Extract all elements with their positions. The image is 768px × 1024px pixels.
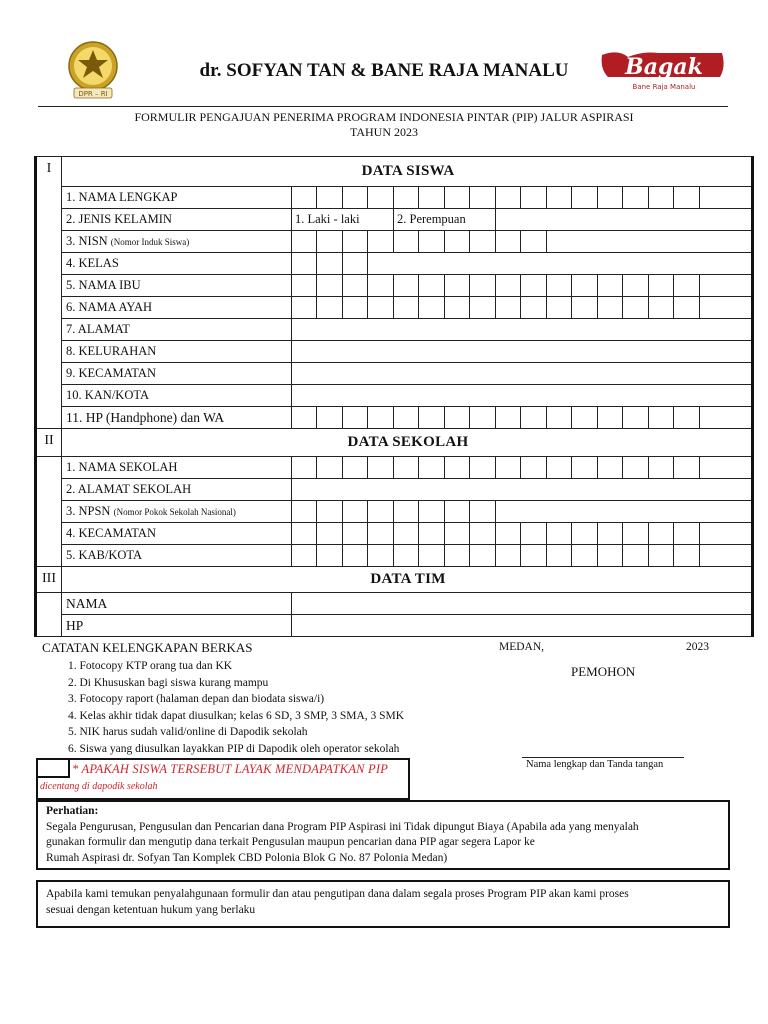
char-box[interactable] xyxy=(496,297,521,319)
field-row-nama-ibu xyxy=(36,275,753,297)
field-label: 3. NISN (Nomor Induk Siswa) xyxy=(62,231,292,253)
char-box[interactable] xyxy=(292,187,317,209)
char-box[interactable] xyxy=(547,187,572,209)
char-box[interactable] xyxy=(572,545,598,567)
alamat-field[interactable] xyxy=(292,319,753,341)
char-box[interactable] xyxy=(317,523,343,545)
char-box[interactable] xyxy=(598,407,623,429)
field-row-kota xyxy=(36,385,753,407)
section-number: III xyxy=(36,567,62,593)
field-label: 4. KELAS xyxy=(62,253,292,275)
char-box[interactable] xyxy=(317,253,343,275)
char-box[interactable] xyxy=(445,457,470,479)
section-number: I xyxy=(36,157,62,429)
field-row-kelurahan xyxy=(36,341,753,363)
char-box[interactable] xyxy=(445,297,470,319)
note-item: 2. Di Khususkan bagi siswa kurang mampu xyxy=(68,676,269,689)
signature-caption: Nama lengkap dan Tanda tangan xyxy=(526,759,664,770)
char-box[interactable] xyxy=(445,407,470,429)
pip-form-table xyxy=(34,156,754,637)
char-box[interactable] xyxy=(368,457,394,479)
field-row-alamat xyxy=(36,319,753,341)
field-label: HP xyxy=(62,615,292,637)
char-box[interactable] xyxy=(394,501,419,523)
section-title: DATA SEKOLAH xyxy=(62,429,753,457)
char-box[interactable] xyxy=(674,407,700,429)
section-margin xyxy=(36,457,62,567)
char-box[interactable] xyxy=(547,545,572,567)
signature-line xyxy=(522,757,684,758)
char-box[interactable] xyxy=(394,275,419,297)
char-box[interactable] xyxy=(394,297,419,319)
char-box[interactable] xyxy=(496,231,521,253)
char-box[interactable] xyxy=(496,457,521,479)
field-row-kelas xyxy=(36,253,753,275)
note-item: 6. Siswa yang diusulkan layakkan PIP di Dapodik oleh operator sekolah xyxy=(68,742,400,755)
char-box[interactable] xyxy=(445,545,470,567)
char-box[interactable] xyxy=(368,407,394,429)
section-sekolah-header xyxy=(36,429,753,457)
section-tim-header xyxy=(36,567,753,593)
char-box[interactable] xyxy=(598,187,623,209)
char-box[interactable] xyxy=(394,545,419,567)
char-box[interactable] xyxy=(674,457,700,479)
attention-title: Perhatian: xyxy=(46,805,99,817)
note-item: 5. NIK harus sudah valid/online di Dapodik sekolah xyxy=(68,726,308,738)
char-box[interactable] xyxy=(343,275,368,297)
char-box[interactable] xyxy=(649,523,674,545)
char-box[interactable] xyxy=(649,275,674,297)
char-box[interactable] xyxy=(343,297,368,319)
char-box[interactable] xyxy=(317,545,343,567)
field-row-npsn xyxy=(36,501,753,523)
char-box[interactable] xyxy=(445,501,470,523)
char-box[interactable] xyxy=(317,231,343,253)
char-box[interactable] xyxy=(674,187,700,209)
char-box[interactable] xyxy=(649,187,674,209)
char-box[interactable] xyxy=(292,523,317,545)
notes-list xyxy=(68,658,404,757)
attention-line: Segala Pengurusan, Pengusulan dan Pencarian dana Program PIP Aspirasi ini Tidak dipungut Biaya (Apabila ada yang menyalah xyxy=(46,820,639,833)
char-box[interactable] xyxy=(419,231,445,253)
field-label: 2. JENIS KELAMIN xyxy=(62,209,292,231)
char-box[interactable] xyxy=(623,545,649,567)
char-box[interactable] xyxy=(292,275,317,297)
field-row-kota-sekolah xyxy=(36,545,753,567)
char-box[interactable] xyxy=(700,545,753,567)
alamat-sekolah-field[interactable] xyxy=(292,479,753,501)
char-box[interactable] xyxy=(700,523,753,545)
char-box[interactable] xyxy=(598,275,623,297)
char-box[interactable] xyxy=(649,545,674,567)
char-box[interactable] xyxy=(419,275,445,297)
char-box[interactable] xyxy=(547,275,572,297)
char-box[interactable] xyxy=(419,545,445,567)
char-box[interactable] xyxy=(547,407,572,429)
char-box[interactable] xyxy=(343,231,368,253)
char-box[interactable] xyxy=(292,545,317,567)
note-item: 3. Fotocopy raport (halaman depan dan biodata siswa/i) xyxy=(68,693,325,705)
notes-title: CATATAN KELENGKAPAN BERKAS xyxy=(42,640,253,655)
char-box[interactable] xyxy=(419,501,445,523)
field-row-kecamatan xyxy=(36,363,753,385)
char-box[interactable] xyxy=(368,297,394,319)
char-box[interactable] xyxy=(292,253,317,275)
char-box[interactable] xyxy=(598,457,623,479)
char-box[interactable] xyxy=(700,297,753,319)
char-box[interactable] xyxy=(572,523,598,545)
char-box[interactable] xyxy=(674,297,700,319)
char-box[interactable] xyxy=(521,457,547,479)
char-box[interactable] xyxy=(368,275,394,297)
char-box[interactable] xyxy=(623,297,649,319)
char-box[interactable] xyxy=(674,545,700,567)
svg-text:DPR – RI: DPR – RI xyxy=(78,90,108,98)
char-box[interactable] xyxy=(445,187,470,209)
attention-line: gunakan formulir dan mengutip dana terkait Pengusulan maupun pencarian dana PIP agar segera Lapor ke xyxy=(46,836,535,848)
bagak-logo xyxy=(598,47,728,93)
kelurahan-field[interactable] xyxy=(292,341,753,363)
char-box[interactable] xyxy=(394,523,419,545)
form-year: TAHUN 2023 xyxy=(349,125,419,139)
char-box[interactable] xyxy=(572,407,598,429)
char-box[interactable] xyxy=(496,523,521,545)
char-box[interactable] xyxy=(598,297,623,319)
field-label: 5. KAB/KOTA xyxy=(62,545,292,567)
char-box[interactable] xyxy=(343,457,368,479)
char-box[interactable] xyxy=(394,407,419,429)
char-box[interactable] xyxy=(623,187,649,209)
char-box[interactable] xyxy=(470,523,496,545)
svg-text:Bagak: Bagak xyxy=(625,54,703,80)
char-box[interactable] xyxy=(547,297,572,319)
section-margin xyxy=(36,593,62,637)
char-box[interactable] xyxy=(343,187,368,209)
field-row-tim-hp xyxy=(36,615,753,637)
field-row-nama-sekolah xyxy=(36,457,753,479)
char-box[interactable] xyxy=(521,231,547,253)
field-label: 8. KELURAHAN xyxy=(62,341,292,363)
char-box[interactable] xyxy=(623,457,649,479)
gender-option-female[interactable]: 2. Perempuan xyxy=(394,209,496,231)
char-box[interactable] xyxy=(470,545,496,567)
field-label: 6. NAMA AYAH xyxy=(62,297,292,319)
char-box[interactable] xyxy=(521,523,547,545)
field-row-hp xyxy=(36,407,753,429)
signature-role: PEMOHON xyxy=(571,664,636,679)
char-box[interactable] xyxy=(572,457,598,479)
char-box[interactable] xyxy=(368,231,394,253)
char-box[interactable] xyxy=(598,545,623,567)
warning-line: Apabila kami temukan penyalahgunaan formulir dan atau pengutipan dana dalam segala proses Program PIP akan kami proses xyxy=(46,888,629,900)
field-label: 4. KECAMATAN xyxy=(62,523,292,545)
char-box[interactable] xyxy=(700,275,753,297)
section-siswa-header xyxy=(36,157,753,187)
char-box[interactable] xyxy=(470,457,496,479)
gender-option-male[interactable]: 1. Laki - laki xyxy=(292,209,394,231)
char-box[interactable] xyxy=(343,501,368,523)
char-box[interactable] xyxy=(445,523,470,545)
char-box[interactable] xyxy=(368,501,394,523)
note-item: 4. Kelas akhir tidak dapat diusulkan; kelas 6 SD, 3 SMP, 3 SMA, 3 SMK xyxy=(68,709,405,722)
char-box[interactable] xyxy=(700,457,753,479)
char-box[interactable] xyxy=(521,297,547,319)
char-box[interactable] xyxy=(674,275,700,297)
char-box[interactable] xyxy=(649,297,674,319)
char-box[interactable] xyxy=(572,187,598,209)
char-box[interactable] xyxy=(572,275,598,297)
char-box[interactable] xyxy=(343,545,368,567)
nisn-blank xyxy=(547,231,753,253)
char-box[interactable] xyxy=(419,407,445,429)
char-box[interactable] xyxy=(292,501,317,523)
field-row-nama-lengkap xyxy=(36,187,753,209)
char-box[interactable] xyxy=(445,231,470,253)
char-box[interactable] xyxy=(368,187,394,209)
char-box[interactable] xyxy=(470,501,496,523)
field-label: 11. HP (Handphone) dan WA xyxy=(62,407,292,429)
char-box[interactable] xyxy=(394,231,419,253)
char-box[interactable] xyxy=(419,187,445,209)
header-divider xyxy=(38,106,728,107)
char-box[interactable] xyxy=(572,297,598,319)
char-box[interactable] xyxy=(623,407,649,429)
char-box[interactable] xyxy=(623,275,649,297)
field-label: 10. KAN/KOTA xyxy=(62,385,292,407)
form-title: FORMULIR PENGAJUAN PENERIMA PROGRAM INDONESIA PINTAR (PIP) JALUR ASPIRASI xyxy=(134,110,634,124)
field-row-nisn xyxy=(36,231,753,253)
char-box[interactable] xyxy=(394,187,419,209)
section-number: II xyxy=(36,429,62,457)
char-box[interactable] xyxy=(470,187,496,209)
char-box[interactable] xyxy=(317,275,343,297)
char-box[interactable] xyxy=(292,231,317,253)
kelas-blank xyxy=(368,253,753,275)
char-box[interactable] xyxy=(317,407,343,429)
char-box[interactable] xyxy=(496,545,521,567)
char-box[interactable] xyxy=(470,275,496,297)
char-box[interactable] xyxy=(598,523,623,545)
char-box[interactable] xyxy=(394,457,419,479)
char-box[interactable] xyxy=(547,457,572,479)
char-box[interactable] xyxy=(470,231,496,253)
field-label: 5. NAMA IBU xyxy=(62,275,292,297)
field-label: 7. ALAMAT xyxy=(62,319,292,341)
field-label: 1. NAMA LENGKAP xyxy=(62,187,292,209)
signature-year: 2023 xyxy=(686,641,709,653)
field-row-alamat-sekolah xyxy=(36,479,753,501)
field-row-tim-nama xyxy=(36,593,753,615)
char-box[interactable] xyxy=(547,523,572,545)
field-label: NAMA xyxy=(62,593,292,615)
char-box[interactable] xyxy=(521,187,547,209)
tim-nama-field[interactable] xyxy=(292,593,753,615)
char-box[interactable] xyxy=(343,253,368,275)
eligibility-question: * APAKAH SISWA TERSEBUT LAYAK MENDAPATKAN PIP xyxy=(72,762,389,776)
note-item: 1. Fotocopy KTP orang tua dan KK xyxy=(68,660,233,672)
kota-field[interactable] xyxy=(292,385,753,407)
char-box[interactable] xyxy=(649,457,674,479)
field-row-nama-ayah xyxy=(36,297,753,319)
char-box[interactable] xyxy=(623,523,649,545)
char-box[interactable] xyxy=(317,501,343,523)
char-box[interactable] xyxy=(317,457,343,479)
char-box[interactable] xyxy=(368,523,394,545)
char-box[interactable] xyxy=(496,407,521,429)
char-box[interactable] xyxy=(292,457,317,479)
eligibility-checkbox[interactable] xyxy=(36,758,70,778)
signature-place: MEDAN, xyxy=(499,641,545,653)
char-box[interactable] xyxy=(470,407,496,429)
attention-box xyxy=(36,800,730,870)
char-box[interactable] xyxy=(292,297,317,319)
char-box[interactable] xyxy=(496,187,521,209)
section-title: DATA TIM xyxy=(62,567,753,593)
char-box[interactable] xyxy=(317,297,343,319)
eligibility-hint: dicentang di dapodik sekolah xyxy=(40,781,158,792)
field-label: 2. ALAMAT SEKOLAH xyxy=(62,479,292,501)
char-box[interactable] xyxy=(419,523,445,545)
field-row-kecamatan-sekolah xyxy=(36,523,753,545)
kecamatan-field[interactable] xyxy=(292,363,753,385)
char-box[interactable] xyxy=(292,407,317,429)
char-box[interactable] xyxy=(521,407,547,429)
page-title: dr. SOFYAN TAN & BANE RAJA MANALU xyxy=(199,60,569,81)
char-box[interactable] xyxy=(419,297,445,319)
char-box[interactable] xyxy=(521,545,547,567)
char-box[interactable] xyxy=(674,523,700,545)
char-box[interactable] xyxy=(419,457,445,479)
char-box[interactable] xyxy=(521,275,547,297)
char-box[interactable] xyxy=(317,187,343,209)
field-label: 9. KECAMATAN xyxy=(62,363,292,385)
warning-line: sesuai dengan ketentuan hukum yang berlaku xyxy=(46,903,256,916)
char-box[interactable] xyxy=(700,187,753,209)
gender-blank xyxy=(496,209,753,231)
char-box[interactable] xyxy=(445,275,470,297)
section-title: DATA SISWA xyxy=(62,157,753,187)
tim-hp-field[interactable] xyxy=(292,615,753,637)
warning-box xyxy=(36,880,730,928)
char-box[interactable] xyxy=(649,407,674,429)
field-label: 1. NAMA SEKOLAH xyxy=(62,457,292,479)
char-box[interactable] xyxy=(470,297,496,319)
char-box[interactable] xyxy=(343,407,368,429)
field-label: 3. NPSN (Nomor Pokok Sekolah Nasional) xyxy=(62,501,292,523)
char-box[interactable] xyxy=(496,275,521,297)
char-box[interactable] xyxy=(700,407,753,429)
npsn-blank xyxy=(496,501,753,523)
svg-text:Bane Raja Manalu: Bane Raja Manalu xyxy=(632,83,696,91)
char-box[interactable] xyxy=(368,545,394,567)
char-box[interactable] xyxy=(343,523,368,545)
attention-line: Rumah Aspirasi dr. Sofyan Tan Komplek CBD Polonia Blok G No. 87 Polonia Medan) xyxy=(46,851,448,864)
field-row-jenis-kelamin xyxy=(36,209,753,231)
